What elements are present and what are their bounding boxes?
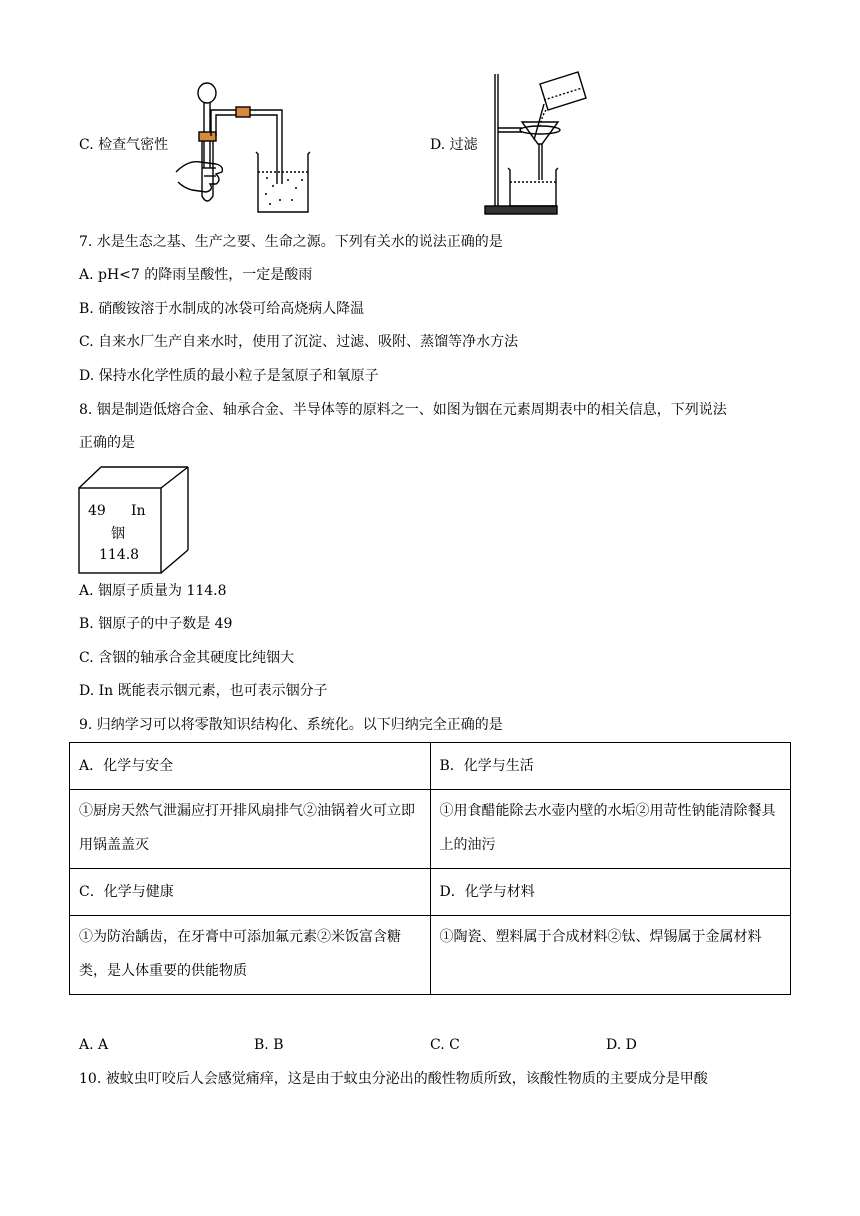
element-mass: 114.8 xyxy=(99,547,140,563)
q9-answer-c: C. C xyxy=(430,1037,460,1053)
q7-option-d: D. 保持水化学性质的最小粒子是氢原子和氧原子 xyxy=(79,368,379,384)
element-cell-indium xyxy=(78,466,190,574)
q6-option-d: D. 过滤 xyxy=(430,137,478,153)
q7-option-a: A. pH<7 的降雨呈酸性，一定是酸雨 xyxy=(79,267,313,283)
q9-summary-table xyxy=(69,742,791,995)
q9-cell-c-body: ①为防治龋齿，在牙膏中可添加氟元素②米饭富含糖类，是人体重要的供能物质 xyxy=(70,916,431,995)
element-symbol: In xyxy=(131,503,146,519)
element-name: 铟 xyxy=(111,526,125,542)
q9-cell-b-body: ①用食醋能除去水壶内壁的水垢②用苛性钠能清除餐具上的油污 xyxy=(430,790,791,869)
q9-cell-a-body: ①厨房天然气泄漏应打开排风扇排气②油锅着火可立即用锅盖盖灭 xyxy=(70,790,431,869)
element-number: 49 xyxy=(88,503,106,519)
q9-cell-d-head: D．化学与材料 xyxy=(430,869,791,916)
q9-stem: 9. 归纳学习可以将零散知识结构化、系统化。以下归纳完全正确的是 xyxy=(79,717,503,733)
q9-answer-d: D. D xyxy=(606,1037,637,1053)
q9-cell-a-head: A．化学与安全 xyxy=(70,743,431,790)
q9-answer-b: B. B xyxy=(254,1037,284,1053)
q7-stem: 7. 水是生态之基、生产之要、生命之源。下列有关水的说法正确的是 xyxy=(79,234,503,250)
q8-option-c: C. 含铟的轴承合金其硬度比纯铟大 xyxy=(79,650,295,666)
q8-stem-line1: 8. 铟是制造低熔合金、轴承合金、半导体等的原料之一、如图为铟在元素周期表中的相关信息，下列说法 xyxy=(79,402,727,418)
q9-cell-d-body: ①陶瓷、塑料属于合成材料②钛、焊锡属于金属材料 xyxy=(430,916,791,995)
q8-option-a: A. 铟原子质量为 114.8 xyxy=(79,583,227,599)
q9-cell-b-head: B．化学与生活 xyxy=(430,743,791,790)
q6-option-c: C. 检查气密性 xyxy=(79,137,169,153)
filtration-figure xyxy=(482,70,592,216)
q8-stem-line2: 正确的是 xyxy=(79,435,135,451)
q9-cell-c-head: C．化学与健康 xyxy=(70,869,431,916)
q8-option-b: B. 铟原子的中子数是 49 xyxy=(79,616,233,632)
q8-option-d: D. In 既能表示铟元素，也可表示铟分子 xyxy=(79,683,328,699)
q10-stem: 10. 被蚊虫叮咬后人会感觉痛痒，这是由于蚊虫分泌出的酸性物质所致，该酸性物质的主要成分是甲酸 xyxy=(79,1071,708,1087)
q7-option-b: B. 硝酸铵溶于水制成的冰袋可给高烧病人降温 xyxy=(79,301,365,317)
q7-option-c: C. 自来水厂生产自来水时，使用了沉淀、过滤、吸附、蒸馏等净水方法 xyxy=(79,334,519,350)
airtightness-check-figure xyxy=(170,76,320,214)
q9-answer-a: A. A xyxy=(79,1037,109,1053)
